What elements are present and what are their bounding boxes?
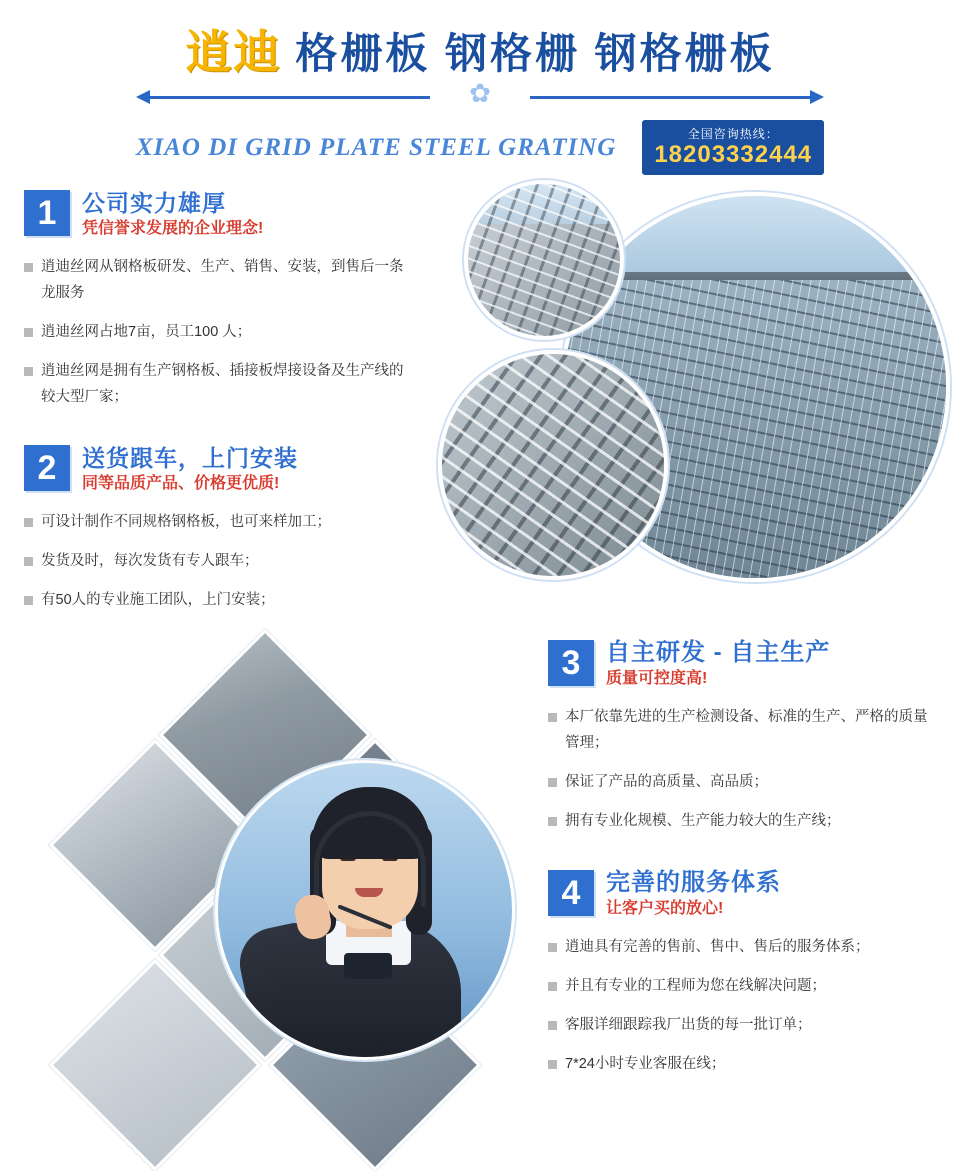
section-subheading: 质量可控度高!: [606, 670, 708, 687]
list-item-label: 并且有专业的工程师为您在线解决问题；: [565, 978, 826, 994]
divider-line-left: [150, 96, 430, 99]
operator-bowtie: [344, 953, 392, 979]
brand-name: 逍迪: [185, 26, 282, 78]
page-title: 格栅板 钢格栅 钢格栅板: [295, 30, 775, 77]
section-heading: 完善的服务体系: [606, 869, 781, 896]
section-titles: [82, 190, 263, 240]
list-item: [24, 509, 424, 535]
arrow-left-icon: [136, 90, 150, 104]
section-bullet-list: [548, 704, 948, 834]
list-item-label: 逍迪丝网从钢格板研发、生产、销售、安装，到售后一条龙服务: [41, 259, 404, 301]
header-divider: [130, 78, 830, 110]
bullet-square-icon: [548, 943, 557, 952]
subtitle-english: XIAO DI GRID PLATE STEEL GRATING: [135, 133, 617, 161]
list-item: [24, 587, 424, 613]
list-item: [24, 548, 424, 574]
photo-grating-texture: [468, 184, 620, 336]
bullet-square-icon: [548, 817, 557, 826]
page-header: [0, 0, 960, 168]
section-header: [548, 640, 948, 690]
section-bullet-list: [24, 509, 424, 613]
flourish-icon: ✿: [469, 78, 491, 108]
section-heading: 自主研发 - 自主生产: [606, 639, 831, 666]
grating-weld-closeup-photo: [438, 350, 668, 580]
list-item-label: 可设计制作不同规格钢格板，也可来样加工；: [41, 514, 331, 530]
section-heading: 送货跟车，上门安装: [82, 445, 298, 471]
section-subheading: 同等品质产品、价格更优质!: [82, 475, 280, 492]
list-item: [548, 704, 948, 756]
arrow-right-icon: [810, 90, 824, 104]
bullet-square-icon: [548, 1060, 557, 1069]
section-number: 1: [24, 190, 70, 236]
list-item: [24, 319, 424, 345]
grating-photo-cluster: [420, 180, 950, 600]
section-bullet-list: [548, 934, 948, 1077]
section-titles: [606, 640, 830, 690]
list-item: [548, 973, 948, 999]
list-item: [548, 808, 948, 834]
section-header: [548, 870, 948, 920]
list-item: [548, 934, 948, 960]
hotline-badge: [642, 120, 824, 175]
list-item-label: 本厂依靠先进的生产检测设备、标准的生产、严格的质量管理；: [565, 709, 928, 751]
bullet-square-icon: [24, 557, 33, 566]
bullet-square-icon: [24, 328, 33, 337]
section-titles: [606, 870, 781, 920]
product-photo-cluster: [10, 640, 550, 1100]
section-number: 4: [548, 870, 594, 916]
section-heading: 公司实力雄厚: [82, 190, 226, 216]
list-item-label: 拥有专业化规模、生产能力较大的生产线；: [565, 813, 841, 829]
list-item: [24, 358, 424, 410]
section-subheading: 凭信誉求发展的企业理念!: [82, 220, 264, 237]
list-item-label: 逍迪具有完善的售前、售中、售后的服务体系；: [565, 939, 870, 955]
photo-grating-texture: [442, 354, 664, 576]
list-item-label: 保证了产品的高质量、高品质；: [565, 774, 768, 790]
section-rd-production: [548, 640, 948, 847]
header-subtitle-row: [0, 120, 960, 175]
list-item-label: 7*24小时专业客服在线；: [565, 1056, 726, 1072]
section-bullet-list: [24, 254, 424, 410]
section-company-strength: [24, 190, 424, 423]
header-title-row: [0, 16, 960, 78]
section-service-system: [548, 870, 948, 1090]
section-number: 3: [548, 640, 594, 686]
list-item-label: 发货及时，每次发货有专人跟车；: [41, 553, 259, 569]
list-item-label: 逍迪丝网占地7亩，员工100 人；: [41, 324, 252, 340]
list-item-label: 客服详细跟踪我厂出货的每一批订单；: [565, 1017, 812, 1033]
section-header: [24, 445, 424, 495]
section-delivery-installation: [24, 445, 424, 626]
list-item: [548, 769, 948, 795]
bullet-square-icon: [548, 778, 557, 787]
bullet-square-icon: [24, 596, 33, 605]
list-item: [24, 254, 424, 306]
divider-line-right: [530, 96, 810, 99]
bullet-square-icon: [24, 263, 33, 272]
section-header: [24, 190, 424, 240]
section-titles: [82, 445, 298, 495]
bullet-square-icon: [24, 367, 33, 376]
list-item-label: 逍迪丝网是拥有生产钢格板、插接板焊接设备及生产线的较大型厂家；: [41, 363, 404, 405]
hotline-number: 18203332444: [654, 141, 813, 168]
list-item: [548, 1051, 948, 1077]
customer-service-operator-photo: [215, 760, 515, 1060]
list-item-label: 有50人的专业施工团队，上门安装；: [41, 592, 275, 608]
bullet-square-icon: [548, 982, 557, 991]
bullet-square-icon: [548, 713, 557, 722]
section-number: 2: [24, 445, 70, 491]
hotline-label: 全国咨询热线：: [687, 127, 779, 141]
bullet-square-icon: [24, 518, 33, 527]
list-item: [548, 1012, 948, 1038]
section-subheading: 让客户买的放心!: [606, 900, 724, 917]
grating-closeup-top-photo: [464, 180, 624, 340]
bullet-square-icon: [548, 1021, 557, 1030]
